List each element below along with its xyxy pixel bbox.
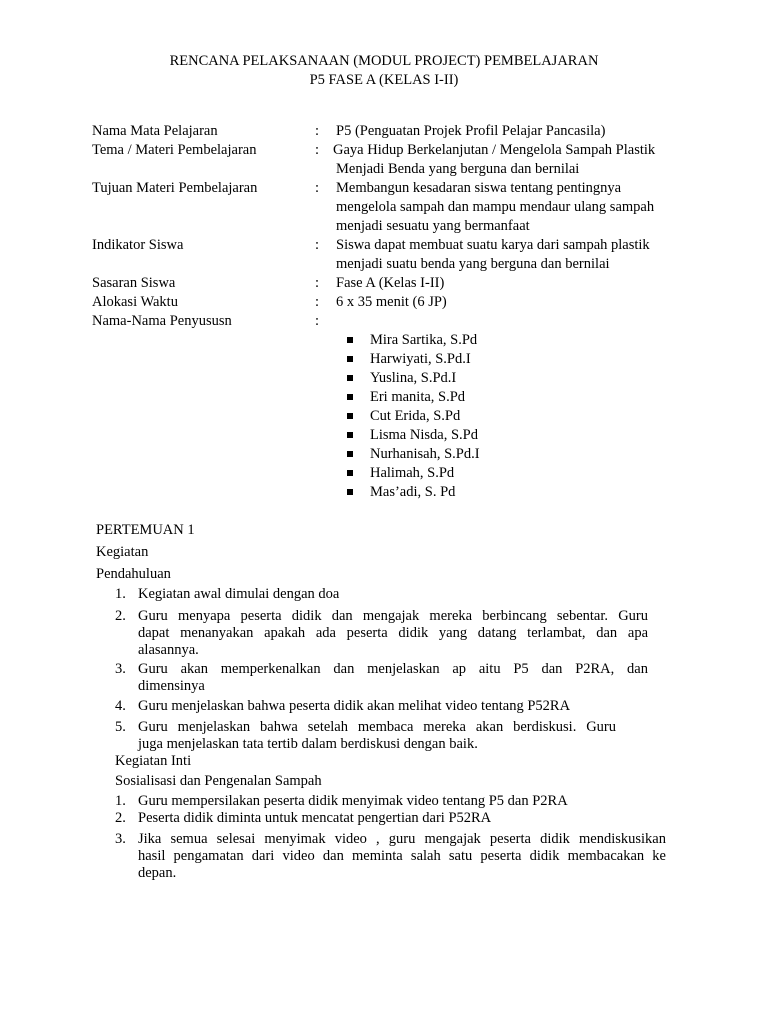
bullet-square-icon: [347, 470, 353, 476]
list-item: Kegiatan awal dimulai dengan doa: [138, 586, 340, 602]
tema-value-line-2: Menjadi Benda yang berguna dan bernilai: [336, 161, 580, 177]
alokasi-label: Alokasi Waktu: [92, 294, 178, 310]
list-item: Guru menjelaskan bahwa setelah membaca mereka akan berdiskusi. Guru: [138, 719, 616, 735]
list-item: Guru mempersilakan peserta didik menyimak video tentang P5 dan P2RA: [138, 793, 568, 809]
bullet-square-icon: [347, 451, 353, 457]
list-item-cont: depan.: [138, 865, 177, 881]
bullet-square-icon: [347, 394, 353, 400]
penyusun-item: Harwiyati, S.Pd.I: [370, 351, 471, 367]
tujuan-value-line-2: mengelola sampah dan mampu mendaur ulang sampah: [336, 199, 655, 215]
indikator-colon: :: [315, 237, 320, 253]
penyusun-item: Yuslina, S.Pd.I: [370, 370, 457, 386]
list-item: Guru menyapa peserta didik dan mengajak mereka berbincang sebentar. Guru: [138, 608, 648, 624]
tujuan-value-line-1: Membangun kesadaran siswa tentang pentingnya: [336, 180, 622, 196]
indikator-label: Indikator Siswa: [92, 237, 184, 253]
sosialisasi-heading: Sosialisasi dan Pengenalan Sampah: [115, 773, 322, 789]
penyusun-item: Cut Erida, S.Pd: [370, 408, 461, 424]
penyusun-item: Eri manita, S.Pd: [370, 389, 466, 405]
list-item-cont: juga menjelaskan tata tertib dalam berdiskusi dengan baik.: [138, 736, 478, 752]
penyusun-label: Nama-Nama Penyususn: [92, 313, 232, 329]
sasaran-label: Sasaran Siswa: [92, 275, 176, 291]
penyusun-colon: :: [315, 313, 320, 329]
list-number: 5.: [115, 719, 126, 735]
list-number: 2.: [115, 608, 126, 624]
list-item-cont: dapat menanyakan apakah ada peserta didik yang datang terlambat, dan apa: [138, 625, 648, 641]
penyusun-item: Mas’adi, S. Pd: [370, 484, 456, 500]
tujuan-value-line-3: menjadi sesuatu yang bermanfaat: [336, 218, 530, 234]
bullet-square-icon: [347, 413, 353, 419]
bullet-square-icon: [347, 337, 353, 343]
pertemuan-heading: PERTEMUAN 1: [96, 522, 195, 538]
mapel-label: Nama Mata Pelajaran: [92, 123, 218, 139]
pendahuluan-heading: Pendahuluan: [96, 566, 171, 582]
penyusun-item: Nurhanisah, S.Pd.I: [370, 446, 480, 462]
list-number: 2.: [115, 810, 126, 826]
list-number: 3.: [115, 831, 126, 847]
sasaran-value: Fase A (Kelas I-II): [336, 275, 445, 291]
document-title-line-2: P5 FASE A (KELAS I-II): [309, 72, 459, 88]
list-item: Guru akan memperkenalkan dan menjelaskan ap aitu P5 dan P2RA, dan: [138, 661, 648, 677]
sasaran-colon: :: [315, 275, 320, 291]
list-number: 3.: [115, 661, 126, 677]
alokasi-colon: :: [315, 294, 320, 310]
indikator-value-line-1: Siswa dapat membuat suatu karya dari sampah plastik: [336, 237, 650, 253]
list-item: Guru menjelaskan bahwa peserta didik akan melihat video tentang P52RA: [138, 698, 571, 714]
bullet-square-icon: [347, 432, 353, 438]
penyusun-item: Halimah, S.Pd: [370, 465, 455, 481]
list-item: Peserta didik diminta untuk mencatat pengertian dari P52RA: [138, 810, 492, 826]
bullet-square-icon: [347, 375, 353, 381]
tema-value-line-1: Gaya Hidup Berkelanjutan / Mengelola Sampah Plastik: [333, 142, 656, 158]
list-item-cont: alasannya.: [138, 642, 199, 658]
kegiatan-heading: Kegiatan: [96, 544, 149, 560]
penyusun-item: Lisma Nisda, S.Pd: [370, 427, 478, 443]
indikator-value-line-2: menjadi suatu benda yang berguna dan bernilai: [336, 256, 610, 272]
list-number: 4.: [115, 698, 126, 714]
tema-colon: :: [315, 142, 320, 158]
tujuan-colon: :: [315, 180, 320, 196]
bullet-square-icon: [347, 356, 353, 362]
document-title-line-1: RENCANA PELAKSANAAN (MODUL PROJECT) PEMBELAJARAN: [169, 53, 599, 69]
list-item: Jika semua selesai menyimak video , guru mengajak peserta didik mendiskusikan: [138, 831, 666, 847]
penyusun-item: Mira Sartika, S.Pd: [370, 332, 478, 348]
tujuan-label: Tujuan Materi Pembelajaran: [92, 180, 258, 196]
list-item-cont: hasil pengamatan dari video dan meminta salah satu peserta didik membacakan ke: [138, 848, 666, 864]
tema-label: Tema / Materi Pembelajaran: [92, 142, 257, 158]
list-number: 1.: [115, 586, 126, 602]
bullet-square-icon: [347, 489, 353, 495]
kegiatan-inti-heading: Kegiatan Inti: [115, 753, 192, 769]
mapel-value: P5 (Penguatan Projek Profil Pelajar Pancasila): [336, 123, 606, 139]
mapel-colon: :: [315, 123, 320, 139]
alokasi-value: 6 x 35 menit (6 JP): [336, 294, 447, 310]
list-number: 1.: [115, 793, 126, 809]
list-item-cont: dimensinya: [138, 678, 205, 694]
